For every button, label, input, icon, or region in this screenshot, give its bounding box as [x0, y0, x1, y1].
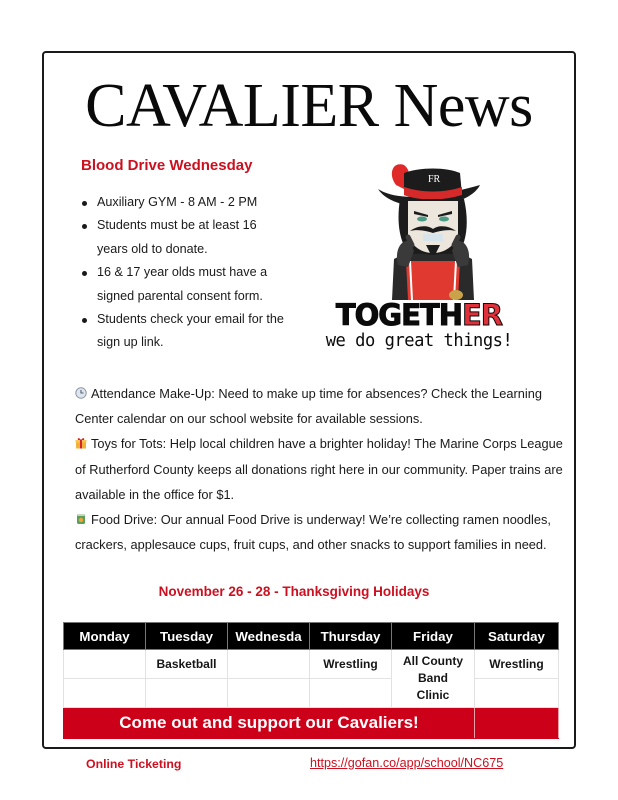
- header-wednesday: Wednesda: [228, 623, 310, 650]
- cell-friday: All County Band Clinic: [392, 650, 475, 708]
- cell-thursday: [310, 679, 392, 708]
- cell-wednesday: [228, 650, 310, 679]
- blood-drive-list: [80, 191, 290, 355]
- mascot-image: [374, 155, 484, 300]
- banner-empty-cell: [475, 708, 559, 739]
- cell-monday: [64, 679, 146, 708]
- list-item: 16 & 17 year olds must have a signed parental consent form.: [80, 261, 290, 308]
- ticketing-link[interactable]: https://gofan.co/app/school/NC675: [310, 756, 504, 770]
- cell-thursday: Wrestling: [310, 650, 392, 679]
- holiday-notice: November 26 - 28 - Thanksgiving Holidays: [158, 584, 430, 599]
- newsletter-title: CAVALIER News: [85, 72, 533, 140]
- list-item: Auxiliary GYM - 8 AM - 2 PM: [80, 191, 290, 214]
- header-saturday: Saturday: [475, 623, 559, 650]
- table-header-row: [64, 623, 559, 650]
- cell-tuesday: [146, 679, 228, 708]
- table-row: [64, 679, 559, 708]
- notice-toys-for-tots: [75, 431, 565, 507]
- blood-drive-heading: Blood Drive Wednesday: [81, 157, 253, 174]
- notice-text: Food Drive: Our annual Food Drive is underway! We’re collecting ramen noodles, crackers, applesauce cups, fruit cups, and other snacks to support families in need.: [75, 512, 551, 553]
- header-friday: Friday: [392, 623, 475, 650]
- header-tuesday: Tuesday: [146, 623, 228, 650]
- header-monday: Monday: [64, 623, 146, 650]
- slogan-headline: [314, 300, 524, 330]
- notice-text: Attendance Make-Up: Need to make up time for absences? Check the Learning Center calendar on our school website for available sessions.: [75, 386, 542, 427]
- notice-attendance: [75, 381, 565, 431]
- notices-section: [75, 381, 565, 557]
- slogan-red-part: ER: [461, 298, 503, 332]
- list-item: Students must be at least 16 years old to donate.: [80, 214, 290, 261]
- table-row: [64, 650, 559, 679]
- cell-saturday: [475, 679, 559, 708]
- svg-text:FR: FR: [428, 174, 441, 185]
- header-thursday: Thursday: [310, 623, 392, 650]
- gift-icon: [75, 437, 87, 449]
- online-ticketing-label: Online Ticketing: [86, 757, 182, 771]
- support-banner-row: [64, 708, 559, 739]
- clock-icon: [75, 387, 87, 399]
- support-banner: Come out and support our Cavaliers!: [64, 708, 475, 739]
- weekly-schedule-table: [63, 622, 559, 739]
- cell-tuesday: Basketball: [146, 650, 228, 679]
- together-slogan: [314, 300, 524, 352]
- cell-monday: [64, 650, 146, 679]
- notice-text: Toys for Tots: Help local children have a brighter holiday! The Marine Corps League of Rutherford County keeps all donations right here in our community. Paper trains are available in the office for $1.: [75, 436, 563, 502]
- canned-food-icon: [75, 513, 87, 525]
- notice-food-drive: [75, 507, 565, 557]
- cell-saturday: Wrestling: [475, 650, 559, 679]
- slogan-black-part: TOGETH: [335, 298, 462, 332]
- newsletter-frame: [42, 51, 576, 749]
- slogan-subtitle: we do great things!: [325, 330, 513, 351]
- cell-wednesday: [228, 679, 310, 708]
- list-item: Students check your email for the sign up link.: [80, 308, 290, 355]
